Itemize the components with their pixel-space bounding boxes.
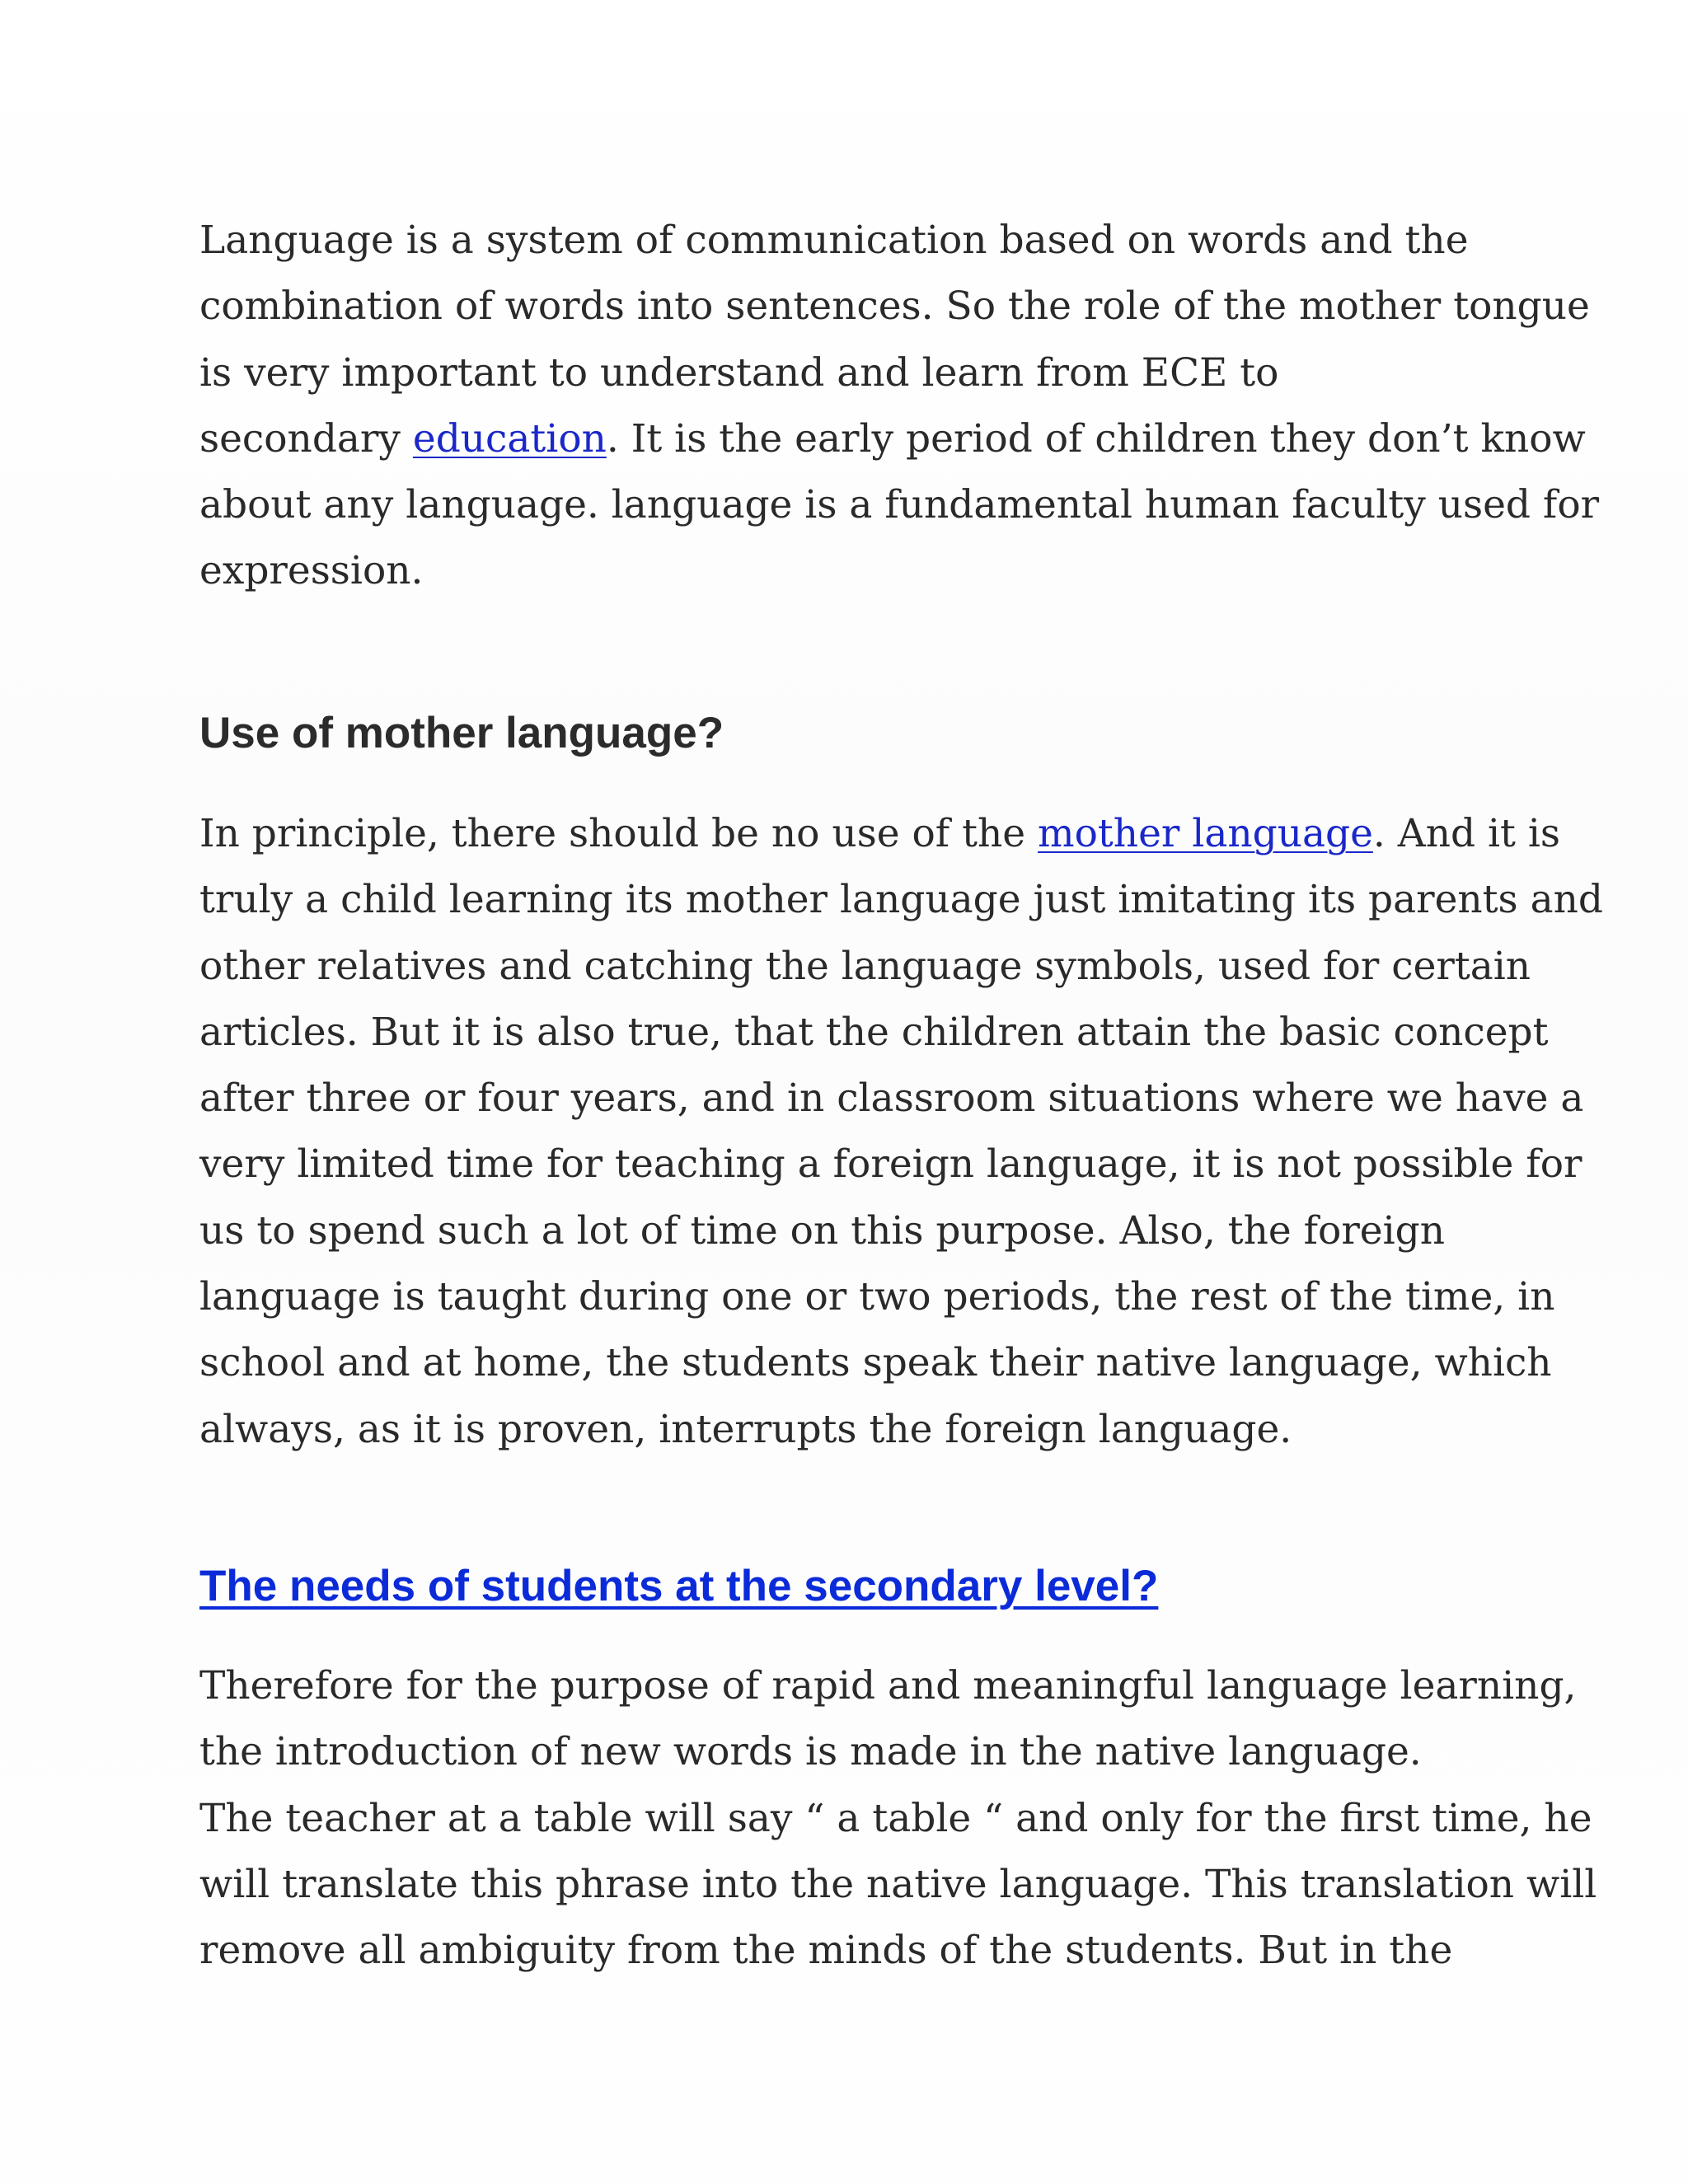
text-line-with-link bbox=[199, 801, 1603, 867]
secondary-needs-heading-link[interactable]: The needs of students at the secondary level? bbox=[199, 1562, 1159, 1610]
text-line: expression. bbox=[199, 548, 424, 594]
text-line: Language is a system of communication based on words and the bbox=[199, 218, 1469, 263]
text-fragment: . It is the early period of children they don’t know bbox=[606, 415, 1586, 462]
text-line: The teacher at a table will say “ a table “ and only for the first time, he bbox=[199, 1795, 1592, 1841]
text-fragment: secondary bbox=[199, 415, 413, 462]
text-line: very limited time for teaching a foreign language, it is not possible for bbox=[199, 1141, 1582, 1188]
text-line: always, as it is proven, interrupts the foreign language. bbox=[199, 1406, 1292, 1452]
text-fragment: . And it is bbox=[1372, 811, 1561, 856]
education-link[interactable]: education bbox=[412, 415, 607, 462]
text-line: combination of words into sentences. So the role of the mother tongue bbox=[199, 284, 1590, 330]
mother-language-paragraph bbox=[199, 801, 1603, 1463]
language-learning-paragraph bbox=[199, 1653, 1597, 1984]
text-line: about any language. language is a fundamental human faculty used for bbox=[199, 482, 1600, 528]
text-line: truly a child learning its mother language just imitating its parents and bbox=[199, 877, 1603, 923]
text-line: remove all ambiguity from the minds of the students. But in the bbox=[199, 1928, 1453, 1974]
text-line: other relatives and catching the language symbols, used for certain bbox=[199, 943, 1531, 989]
text-line: school and at home, the students speak their native language, which bbox=[199, 1340, 1552, 1386]
text-line: us to spend such a lot of time on this purpose. Also, the foreign bbox=[199, 1207, 1445, 1254]
text-line: language is taught during one or two periods, the rest of the time, in bbox=[199, 1274, 1555, 1320]
text-line-with-link bbox=[199, 406, 1599, 472]
intro-paragraph bbox=[199, 208, 1599, 605]
mother-language-link[interactable]: mother language bbox=[1038, 811, 1373, 856]
mother-language-heading: Use of mother language? bbox=[199, 709, 724, 757]
text-line: the introduction of new words is made in the native language. bbox=[199, 1729, 1422, 1775]
text-line: will translate this phrase into the native language. This translation will bbox=[199, 1861, 1597, 1907]
secondary-needs-heading bbox=[199, 1557, 1158, 1616]
text-line: articles. But it is also true, that the children attain the basic concept bbox=[199, 1009, 1549, 1055]
text-line: is very important to understand and learn from ECE to bbox=[199, 349, 1279, 396]
text-fragment: In principle, there should be no use of the bbox=[199, 811, 1039, 856]
text-line: after three or four years, and in classroom situations where we have a bbox=[199, 1076, 1584, 1122]
text-line: Therefore for the purpose of rapid and meaningful language learning, bbox=[199, 1663, 1577, 1708]
